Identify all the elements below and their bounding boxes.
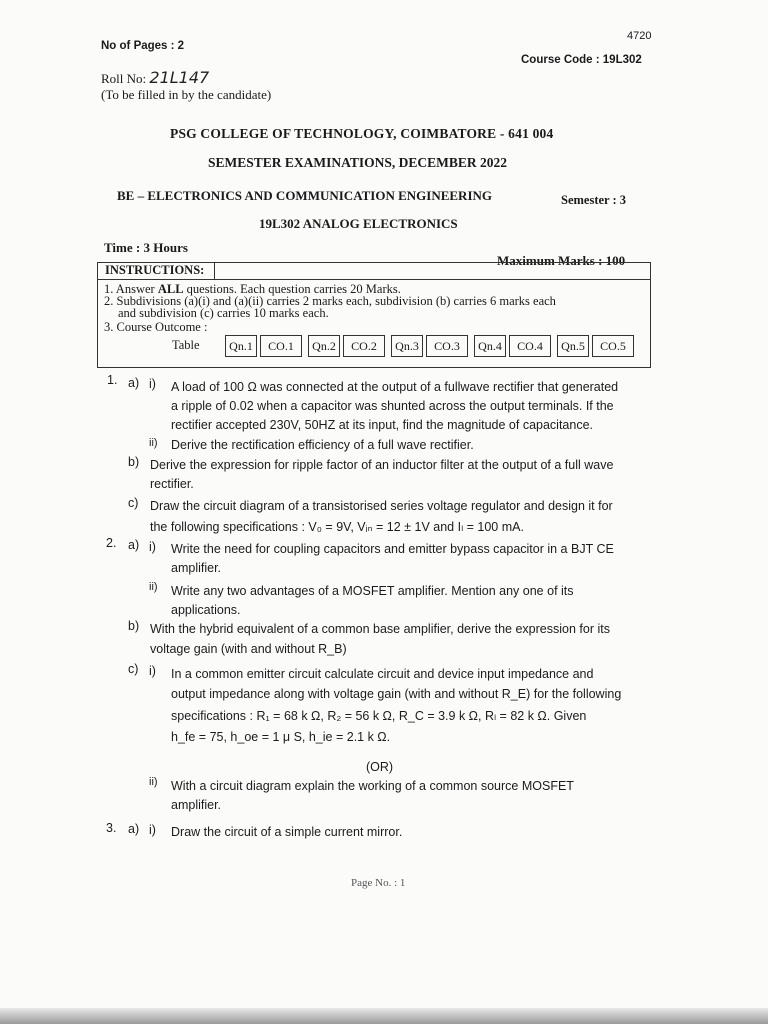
- q1c-line1: Draw the circuit diagram of a transistorised series voltage regulator and design it for: [150, 499, 613, 513]
- instructions-box: [97, 262, 651, 368]
- co-table-cell: Qn.1: [225, 335, 257, 357]
- co-table-cell: CO.2: [343, 335, 385, 357]
- q2b-line1: With the hybrid equivalent of a common base amplifier, derive the expression for its: [150, 622, 610, 636]
- q1c-label: c): [128, 496, 139, 510]
- college-name: PSG COLLEGE OF TECHNOLOGY, COIMBATORE - 641 004: [170, 126, 554, 141]
- instruction-2-cont: and subdivision (c) carries 10 marks each.: [118, 306, 329, 320]
- co-table-cell: CO.3: [426, 335, 468, 357]
- q2aii-label: ii): [149, 581, 158, 593]
- roll-no-handwritten: 21L147: [149, 68, 210, 87]
- course-title: 19L302 ANALOG ELECTRONICS: [259, 216, 458, 231]
- q1ai-line3: rectifier accepted 230V, 50HZ at its input, find the magnitude of capacitance.: [171, 418, 594, 432]
- fill-note: (To be filled in by the candidate): [101, 87, 272, 102]
- q1b-line1: Derive the expression for ripple factor of an inductor filter at the output of a full wave: [150, 458, 614, 472]
- instruction-1: 1. Answer ALL questions. Each question carries 20 Marks.: [104, 282, 401, 296]
- page-number: Page No. : 1: [351, 877, 406, 889]
- q1ai-line2: a ripple of 0.02 when a capacitor was shunted across the output terminals. If the: [171, 399, 614, 413]
- course-outcome-table: [225, 335, 640, 357]
- q2c-label: c): [128, 662, 139, 676]
- q3ai-text: Draw the circuit of a simple current mirror.: [171, 825, 403, 839]
- instruction-3: 3. Course Outcome :: [104, 320, 208, 334]
- q2ai-label: i): [149, 540, 156, 554]
- q2ai-line1: Write the need for coupling capacitors and emitter bypass capacitor in a BJT CE: [171, 542, 614, 556]
- q2ci-line3: specifications : R₁ = 68 k Ω, R₂ = 56 k Ω, R_C = 3.9 k Ω, Rₗ = 82 k Ω. Given: [171, 709, 587, 723]
- q1-number: 1.: [107, 373, 118, 387]
- q1a-label: a): [128, 376, 140, 390]
- q2-number: 2.: [106, 536, 117, 550]
- exam-title: SEMESTER EXAMINATIONS, DECEMBER 2022: [208, 155, 508, 170]
- co-table-cell: CO.4: [509, 335, 551, 357]
- programme: BE – ELECTRONICS AND COMMUNICATION ENGINEERING: [117, 188, 493, 203]
- q1b-label: b): [128, 455, 140, 469]
- co-table-cell: CO.1: [260, 335, 302, 357]
- q1b-line2: rectifier.: [150, 477, 194, 491]
- roll-no-label: Roll No: 21L147: [101, 68, 210, 87]
- q2ci-line1: In a common emitter circuit calculate circuit and device input impedance and: [171, 667, 594, 681]
- q2ci-label: i): [149, 664, 156, 678]
- co-table-cell: Qn.4: [474, 335, 506, 357]
- q1aii-label: ii): [149, 437, 158, 449]
- co-table-cell: Qn.3: [391, 335, 423, 357]
- q2ai-line2: amplifier.: [171, 561, 222, 575]
- q2ci-line2: output impedance along with voltage gain (with and without R_E) for the following: [171, 687, 622, 701]
- q2ci-line4: h_fe = 75, h_oe = 1 μ S, h_ie = 2.1 k Ω.: [171, 730, 391, 744]
- q1aii-text: Derive the rectification efficiency of a full wave rectifier.: [171, 438, 474, 452]
- q2a-label: a): [128, 538, 140, 552]
- co-table-cell: CO.5: [592, 335, 634, 357]
- max-marks: Maximum Marks : 100: [497, 253, 626, 268]
- q1ai-line1: A load of 100 Ω was connected at the output of a fullwave rectifier that generated: [171, 380, 619, 394]
- or-separator: (OR): [366, 760, 394, 774]
- time: Time : 3 Hours: [104, 240, 188, 255]
- q3-number: 3.: [106, 821, 117, 835]
- q2cii-line1: With a circuit diagram explain the working of a common source MOSFET: [171, 779, 574, 793]
- q2b-line2: voltage gain (with and without R_B): [150, 642, 347, 656]
- course-code: Course Code : 19L302: [521, 54, 642, 66]
- q1ai-label: i): [149, 377, 156, 391]
- instruction-2: 2. Subdivisions (a)(i) and (a)(ii) carries 2 marks each, subdivision (b) carries 6 marks each: [104, 294, 556, 308]
- q2aii-line1: Write any two advantages of a MOSFET amplifier. Mention any one of its: [171, 584, 574, 598]
- q3ai-label: i): [149, 823, 156, 837]
- semester: Semester : 3: [561, 193, 627, 207]
- scan-edge: [0, 1008, 768, 1024]
- no-of-pages: No of Pages : 2: [101, 40, 185, 52]
- instruction-3-cont: Table: [172, 338, 200, 352]
- co-table-cell: Qn.2: [308, 335, 340, 357]
- paper-code: 4720: [627, 30, 652, 42]
- q1c-line2: the following specifications : V₀ = 9V, Vᵢₙ = 12 ± 1V and Iₗ = 100 mA.: [150, 520, 524, 534]
- q3a-label: a): [128, 822, 140, 836]
- instructions-heading: INSTRUCTIONS:: [105, 263, 205, 277]
- q2b-label: b): [128, 619, 140, 633]
- q2aii-line2: applications.: [171, 603, 241, 617]
- co-table-cell: Qn.5: [557, 335, 589, 357]
- q2cii-line2: amplifier.: [171, 798, 222, 812]
- q2cii-label: ii): [149, 776, 158, 788]
